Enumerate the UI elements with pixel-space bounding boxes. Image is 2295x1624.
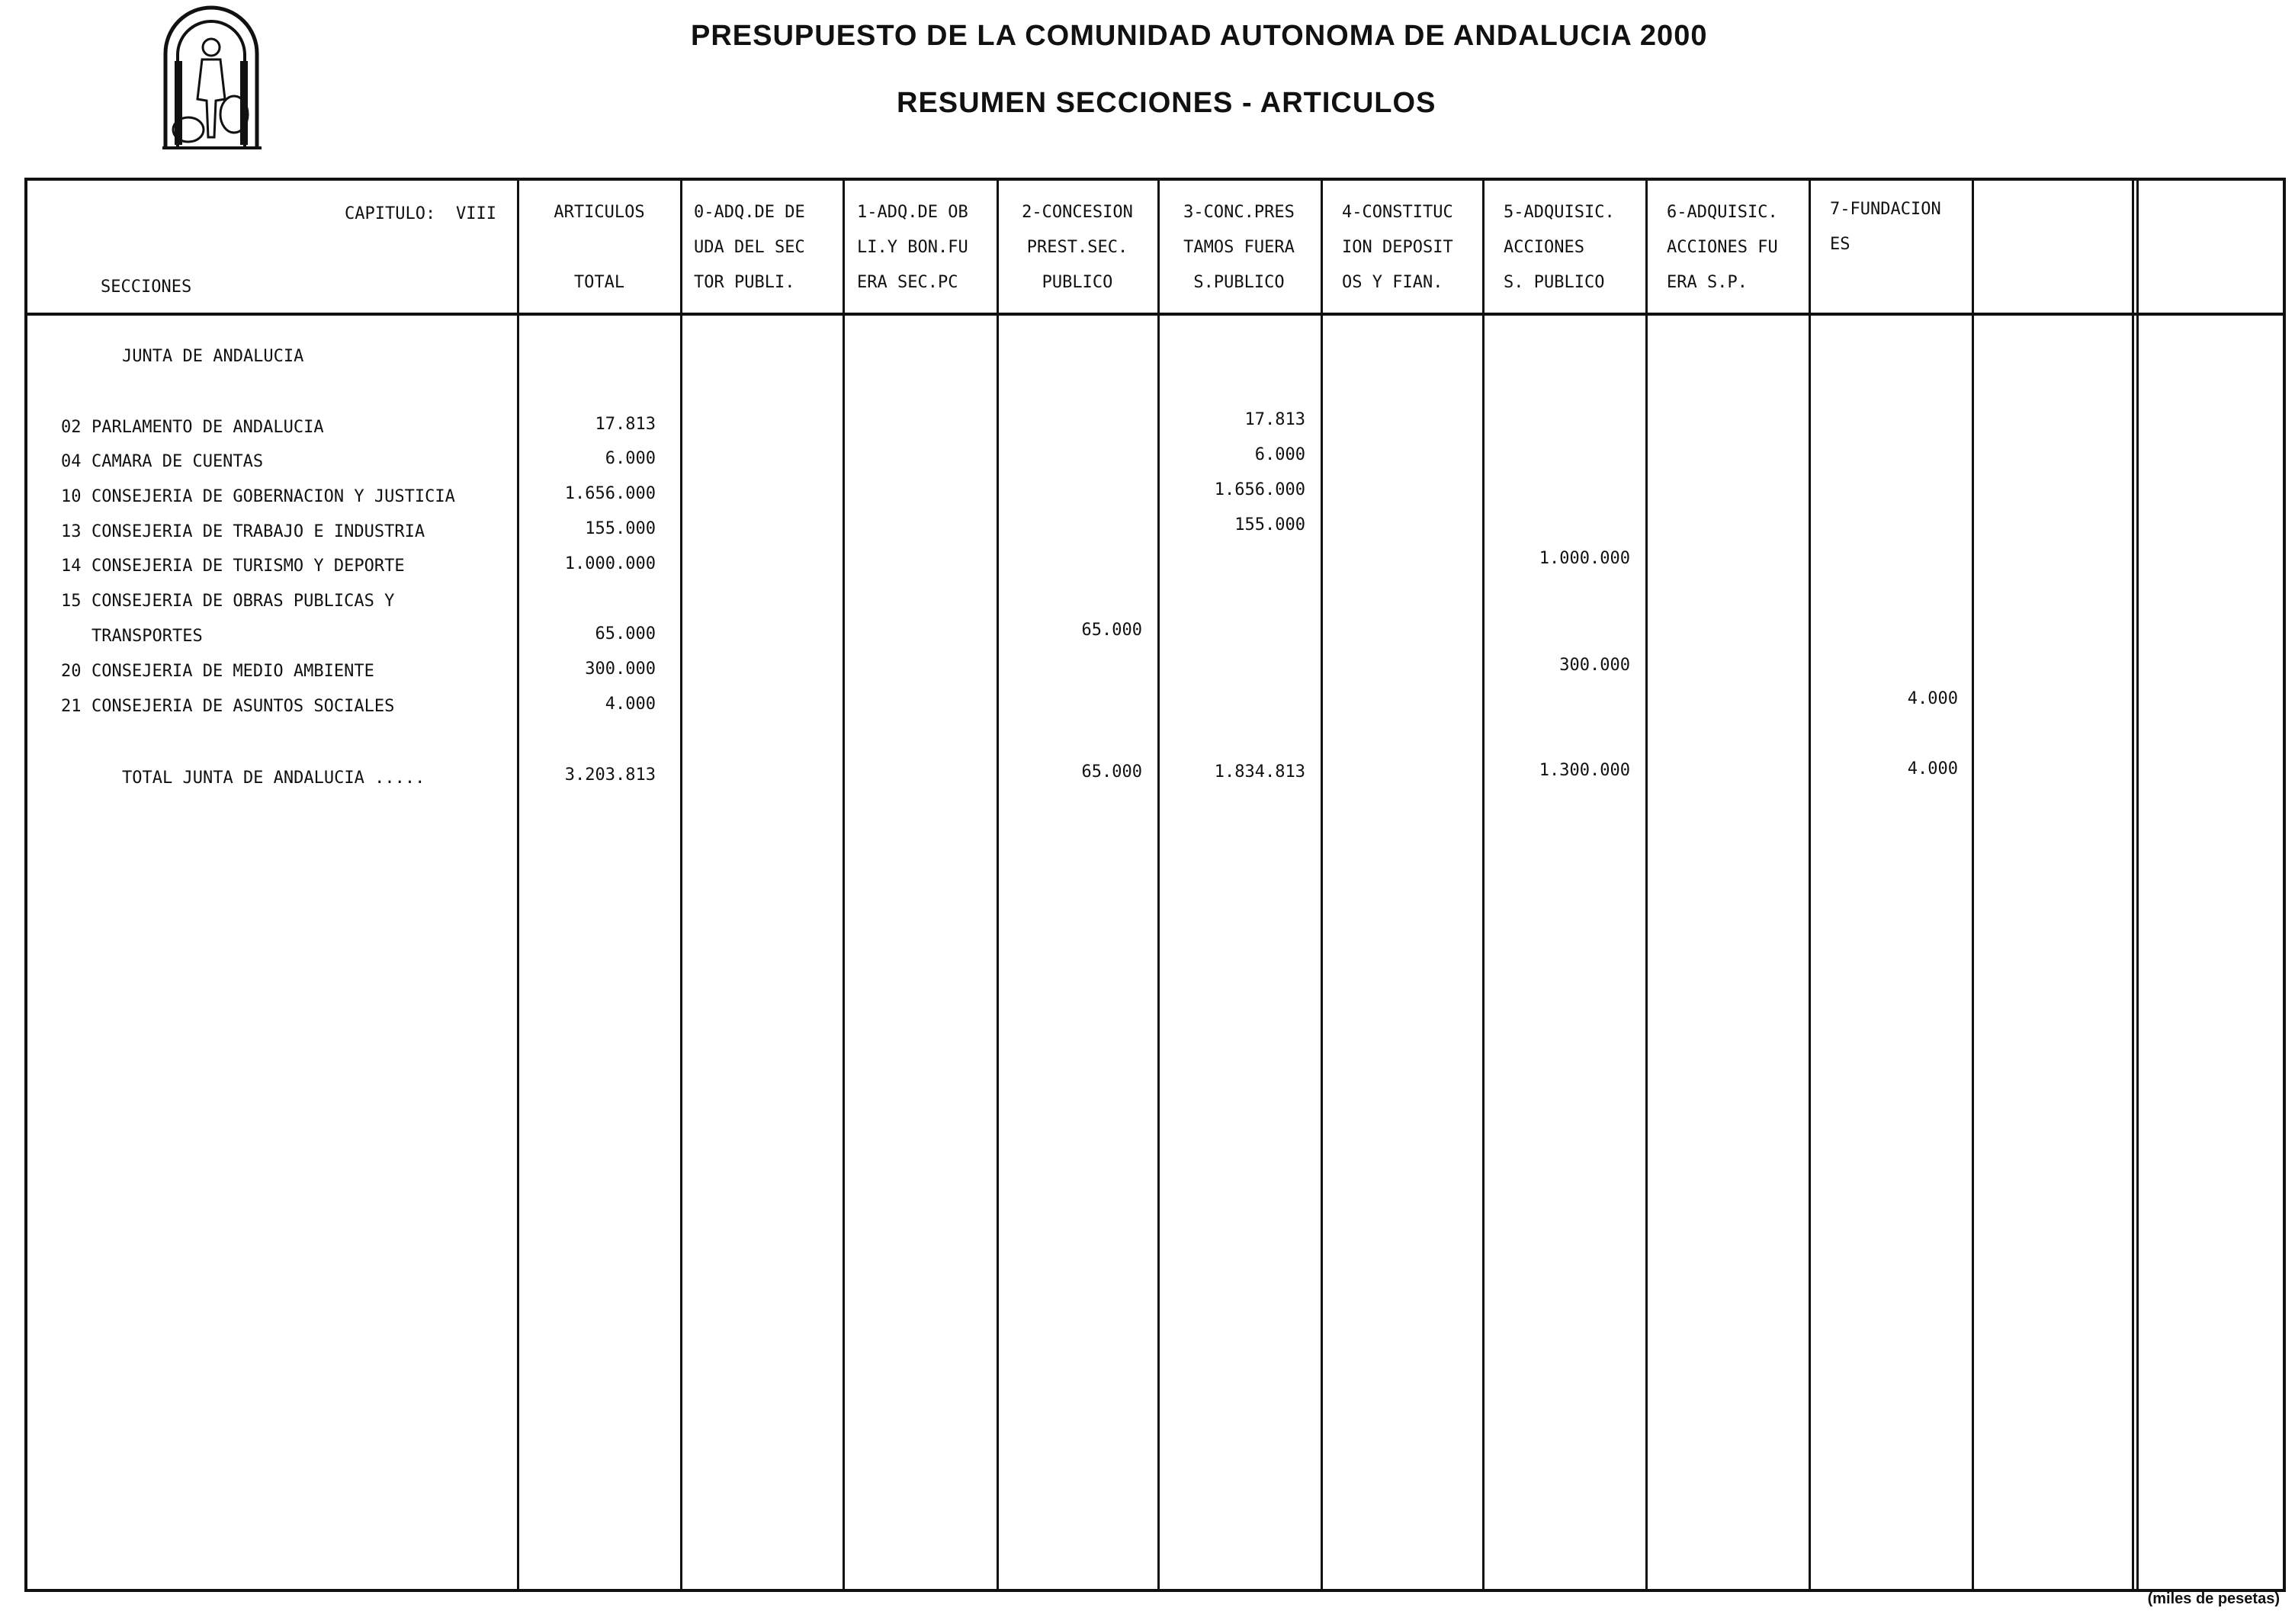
page-title: PRESUPUESTO DE LA COMUNIDAD AUTONOMA DE ANDALUCIA 2000 (691, 20, 1708, 52)
page-subtitle: RESUMEN SECCIONES - ARTICULOS (897, 87, 1436, 119)
units-note: (miles de pesetas) (2147, 1590, 2280, 1607)
column-divider (843, 178, 845, 1592)
capitulo-value: VIII (456, 204, 496, 223)
column-divider (1972, 178, 1974, 1592)
column-header-total: ARTICULOS TOTAL (554, 203, 645, 292)
column-divider (1482, 178, 1485, 1592)
table-frame (24, 178, 2286, 1592)
header-divider (24, 313, 2286, 316)
column-divider (2136, 178, 2139, 1592)
column-divider (2132, 178, 2134, 1592)
column-divider (997, 178, 999, 1592)
column-divider (1809, 178, 1811, 1592)
column-header-1: 1-ADQ.DE OB LI.Y BON.FU ERA SEC.PC (857, 203, 968, 292)
andalucia-coat-of-arms-icon (156, 0, 267, 152)
group-label: JUNTA DE ANDALUCIA (122, 347, 304, 366)
column-header-2: 2-CONCESION PREST.SEC. PUBLICO (1022, 203, 1133, 292)
column-divider (1157, 178, 1160, 1592)
capitulo-label: CAPITULO: (345, 204, 436, 223)
secciones-label: SECCIONES (101, 278, 192, 297)
column-header-5: 5-ADQUISIC. ACCIONES S. PUBLICO (1504, 203, 1615, 292)
column-header-4: 4-CONSTITUC ION DEPOSIT OS Y FIAN. (1342, 203, 1453, 292)
column-header-7: 7-FUNDACION ES (1830, 200, 1941, 254)
column-divider (517, 178, 519, 1592)
column-header-3: 3-CONC.PRES TAMOS FUERA S.PUBLICO (1183, 203, 1295, 292)
column-divider (680, 178, 682, 1592)
column-divider (1321, 178, 1323, 1592)
column-divider (1645, 178, 1648, 1592)
column-header-6: 6-ADQUISIC. ACCIONES FU ERA S.P. (1667, 203, 1778, 292)
column-header-0: 0-ADQ.DE DE UDA DEL SEC TOR PUBLI. (694, 203, 805, 292)
